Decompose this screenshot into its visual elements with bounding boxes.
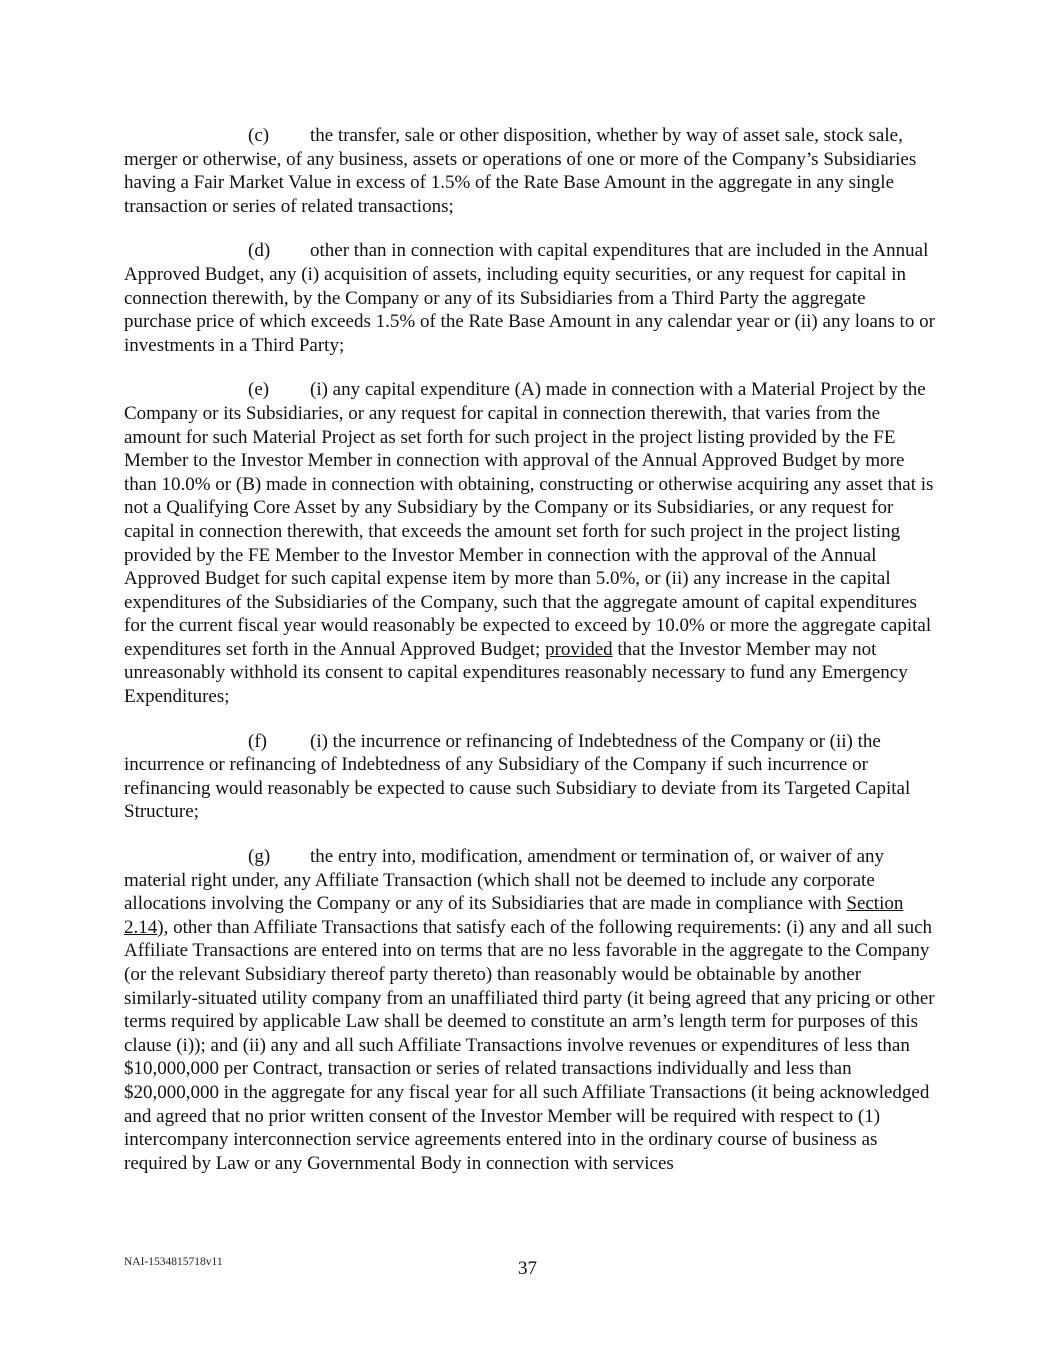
paragraph-g (124, 845, 936, 1175)
document-id: NAI-1534815718v11 (124, 1256, 223, 1268)
section-reference: Section 2.14 (124, 893, 904, 938)
clause-label: (e) (248, 379, 270, 401)
clause-text: other than in connection with capital expenditures that are included in the Annual Approved Budget, any (i) acquisition of assets, including equity securities, or any request for capital in connection therewith, by the Company or any of its Subsidiaries from a Third Party the aggregate purchase price of which exceeds 1.5% of the Rate Base Amount in any calendar year or (ii) any loans to or investments in a Third Party; (124, 240, 935, 356)
clause-label: (c) (248, 125, 270, 146)
clause-text: (i) any capital expenditure (A) made in connection with a Material Project by the Company or its Subsidiaries, or any request for capital in connection therewith, that varies from the amount for such Material Project as set forth for such project in the project listing provided by the FE Member to the Investor Member in connection with approval of the Annual Approved Budget by more than 10.0% or (B) made in connection with obtaining, constructing or otherwise acquiring any asset that is not a Qualifying Core Asset by any Subsidiary by the Company or its Subsidiaries, or any request for capital in connection therewith, that exceeds the amount set forth for such project in the project listing provided by the FE Member to the Investor Member in connection with the approval of the Annual Approved Budget for such capital expense item by more than 5.0%, or (ii) any increase in the capital expenditures of the Subsidiaries of the Company, such that the aggregate amount of capital expenditures for the current fiscal year would reasonably be expected to exceed by 10.0% or more the aggregate capital expenditures set forth in the Annual Approved Budget; (124, 379, 934, 660)
clause-text: the entry into, modification, amendment or termination of, or waiver of any material right under, any Affiliate Transaction (which shall not be deemed to include any corporate allocations involving the Company or any of its Subsidiaries that are made in compliance with (124, 846, 885, 915)
clause-text: (i) the incurrence or refinancing of Indebtedness of the Company or (ii) the incurrence or refinancing of Indebtedness of any Subsidiary of the Company if such incurrence or refinancing would reasonably be expected to cause such Subsidiary to deviate from its Targeted Capital Structure; (124, 730, 911, 823)
paragraph-e (124, 378, 936, 708)
page-number: 37 (518, 1258, 537, 1279)
clause-label: (f) (248, 730, 267, 752)
clause-text-continued: that the Investor Member may not unreasonably withhold its consent to capital expenditures reasonably necessary to fund any Emergency Expenditures; (124, 638, 908, 708)
paragraph-d (124, 239, 936, 357)
clause-label: (d) (248, 240, 271, 262)
paragraph-c (124, 124, 936, 218)
clause-label: (g) (248, 846, 271, 868)
provided-term: provided (545, 638, 613, 660)
clause-text: the transfer, sale or other disposition, whether by way of asset sale, stock sale, merger or otherwise, of any business, assets or operations of one or more of the Company’s Subsidiaries having a Fair Market Value in excess of 1.5% of the Rate Base Amount in the aggregate in any single transaction or series of related transactions; (124, 125, 917, 217)
clause-text-continued: ), other than Affiliate Transactions that satisfy each of the following requirements: (i) any and all such Affiliate Transactions are entered into on terms that are no less favorable in the aggregate to the Company (or the relevant Subsidiary thereof party thereto) than reasonably would be obtainable by another similarly-situated utility company from an unaffiliated third party (it being agreed that any pricing or other terms required by applicable Law shall be deemed to constitute an arm’s length term for purposes of this clause (i)); and (ii) any and all such Affiliate Transactions involve revenues or expenditures of less than $10,000,000 per Contract, transaction or series of related transactions individually and less than $20,000,000 in the aggregate for any fiscal year for all such Affiliate Transactions (it being acknowledged and agreed that no prior written consent of the Investor Member will be required with respect to (1) intercompany interconnection service agreements entered into in the ordinary course of business as required by Law or any Governmental Body in connection with services (124, 916, 935, 1174)
paragraph-f (124, 730, 936, 824)
document-body (124, 124, 936, 1196)
